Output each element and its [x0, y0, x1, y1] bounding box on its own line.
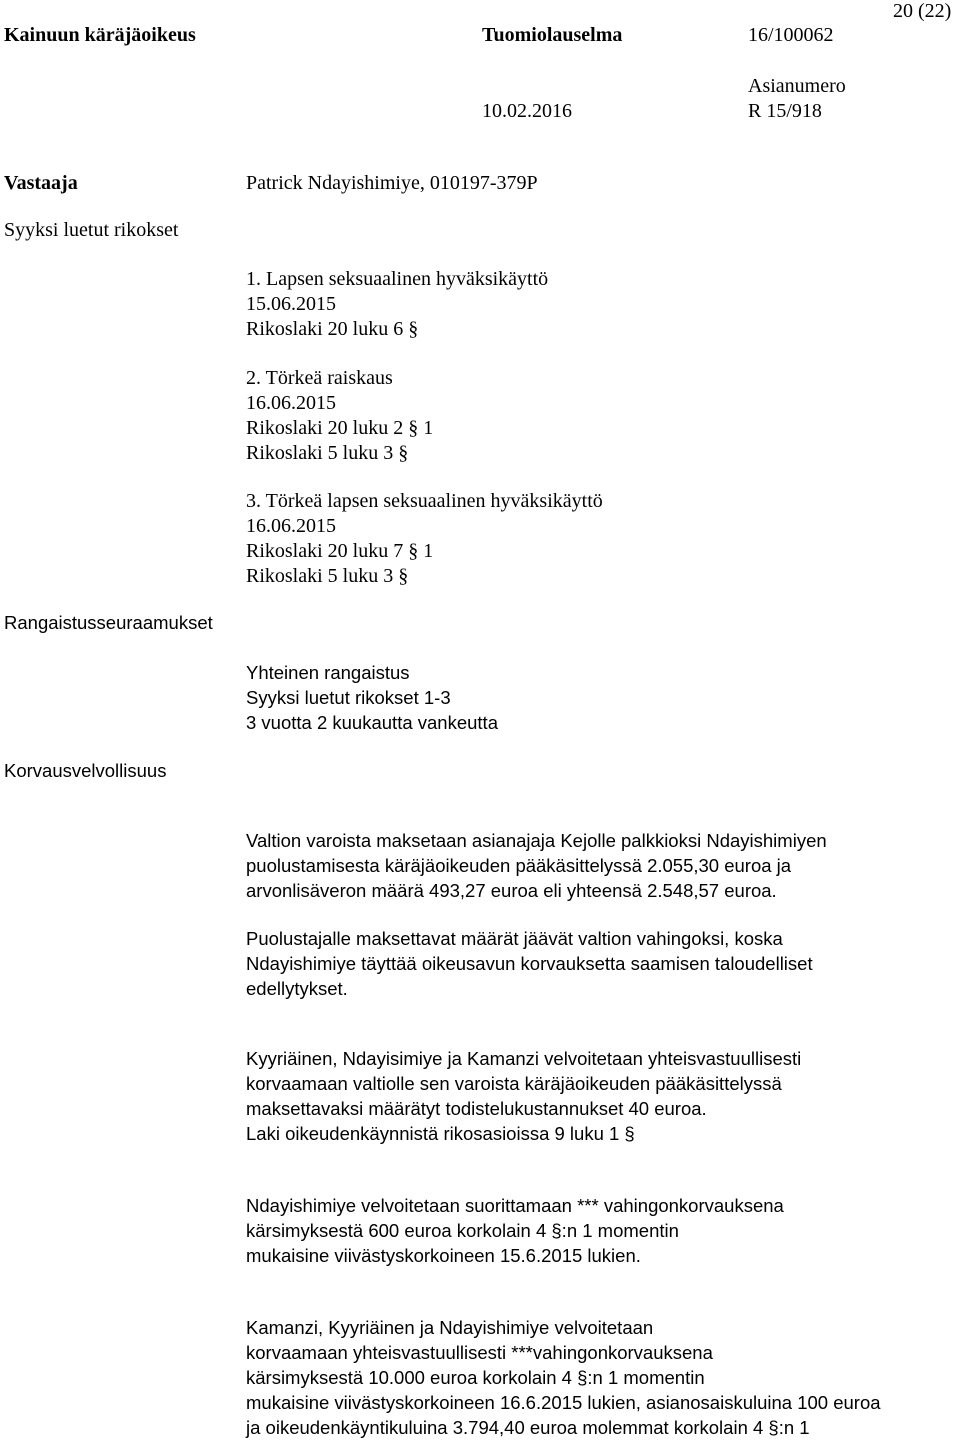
charge-line: 15.06.2015: [246, 293, 336, 315]
charge-1: [246, 267, 548, 342]
sanction-line: Syyksi luetut rikokset 1-3: [246, 687, 451, 708]
paragraph-line: mukaisine viivästyskorkoineen 15.6.2015 lukien.: [246, 1245, 641, 1266]
paragraph-line: Laki oikeudenkäynnistä rikosasioissa 9 luku 1 §: [246, 1123, 635, 1144]
charge-line: Rikoslaki 5 luku 3 §: [246, 565, 409, 587]
paragraph-line: korvaamaan yhteisvastuullisesti ***vahingonkorvauksena: [246, 1342, 713, 1363]
charge-line: 1. Lapsen seksuaalinen hyväksikäyttö: [246, 268, 549, 290]
paragraph-line: Kamanzi, Kyyriäinen ja Ndayishimiye velvoitetaan: [246, 1317, 654, 1338]
paragraph-line: Ndayishimiye velvoitetaan suorittamaan *** vahingonkorvauksena: [246, 1195, 784, 1216]
charge-line: Rikoslaki 5 luku 3 §: [246, 442, 409, 464]
paragraph-line: puolustamisesta käräjäoikeuden pääkäsittelyssä 2.055,30 euroa ja: [246, 855, 792, 876]
paragraph-line: Ndayishimiye täyttää oikeusavun korvauksetta saamisen taloudelliset: [246, 953, 813, 974]
compensation-paragraph-1: [246, 828, 827, 903]
charge-line: Rikoslaki 20 luku 2 § 1: [246, 417, 434, 439]
case-number: R 15/918: [748, 100, 822, 122]
charge-line: 16.06.2015: [246, 515, 336, 537]
sanction-line: Yhteinen rangaistus: [246, 662, 410, 683]
paragraph-line: kärsimyksestä 600 euroa korkolain 4 §:n 1 momentin: [246, 1220, 679, 1241]
paragraph-line: mukaisine viivästyskorkoineen 16.6.2015 lukien, asianosaiskuluina 100 euroa: [246, 1392, 881, 1413]
compensation-paragraph-3: [246, 1046, 801, 1146]
paragraph-line: maksettavaksi määrätyt todistelukustannukset 40 euroa.: [246, 1098, 707, 1119]
case-number-label: Asianumero: [748, 75, 846, 97]
charge-line: 2. Törkeä raiskaus: [246, 367, 393, 389]
charge-2: [246, 366, 433, 466]
charge-line: Rikoslaki 20 luku 6 §: [246, 318, 419, 340]
document-number: 16/100062: [748, 24, 834, 46]
document-date: 10.02.2016: [482, 100, 572, 122]
sanctions-text: [246, 660, 498, 735]
paragraph-line: Kyyriäinen, Ndayisimiye ja Kamanzi velvoitetaan yhteisvastuullisesti: [246, 1048, 802, 1069]
sanction-line: 3 vuotta 2 kuukautta vankeutta: [246, 712, 498, 733]
sanctions-label: Rangaistusseuraamukset: [4, 612, 213, 633]
page-number: 20 (22): [893, 0, 952, 22]
court-name: Kainuun käräjäoikeus: [4, 24, 196, 46]
document-type: Tuomiolauselma: [482, 24, 623, 46]
compensation-paragraph-4: [246, 1193, 784, 1268]
paragraph-line: Puolustajalle maksettavat määrät jäävät valtion vahingoksi, koska: [246, 928, 783, 949]
paragraph-line: Valtion varoista maksetaan asianajaja Kejolle palkkioksi Ndayishimiyen: [246, 830, 827, 851]
charge-line: 16.06.2015: [246, 392, 336, 414]
defendant-value: Patrick Ndayishimiye, 010197-379P: [246, 172, 538, 194]
paragraph-line: arvonlisäveron määrä 493,27 euroa eli yhteensä 2.548,57 euroa.: [246, 880, 777, 901]
paragraph-line: ja oikeudenkäyntikuluina 3.794,40 euroa molemmat korkolain 4 §:n 1: [246, 1417, 810, 1438]
charges-label: Syyksi luetut rikokset: [4, 219, 179, 241]
compensation-paragraph-2: [246, 926, 813, 1001]
compensation-label: Korvausvelvollisuus: [4, 760, 167, 781]
paragraph-line: kärsimyksestä 10.000 euroa korkolain 4 §:n 1 momentin: [246, 1367, 705, 1388]
defendant-label: Vastaaja: [4, 172, 78, 194]
charge-3: [246, 489, 603, 589]
paragraph-line: korvaamaan valtiolle sen varoista käräjäoikeuden pääkäsittelyssä: [246, 1073, 782, 1094]
charge-line: Rikoslaki 20 luku 7 § 1: [246, 540, 434, 562]
charge-line: 3. Törkeä lapsen seksuaalinen hyväksikäyttö: [246, 490, 603, 512]
paragraph-line: edellytykset.: [246, 978, 348, 999]
compensation-paragraph-5: [246, 1315, 881, 1440]
